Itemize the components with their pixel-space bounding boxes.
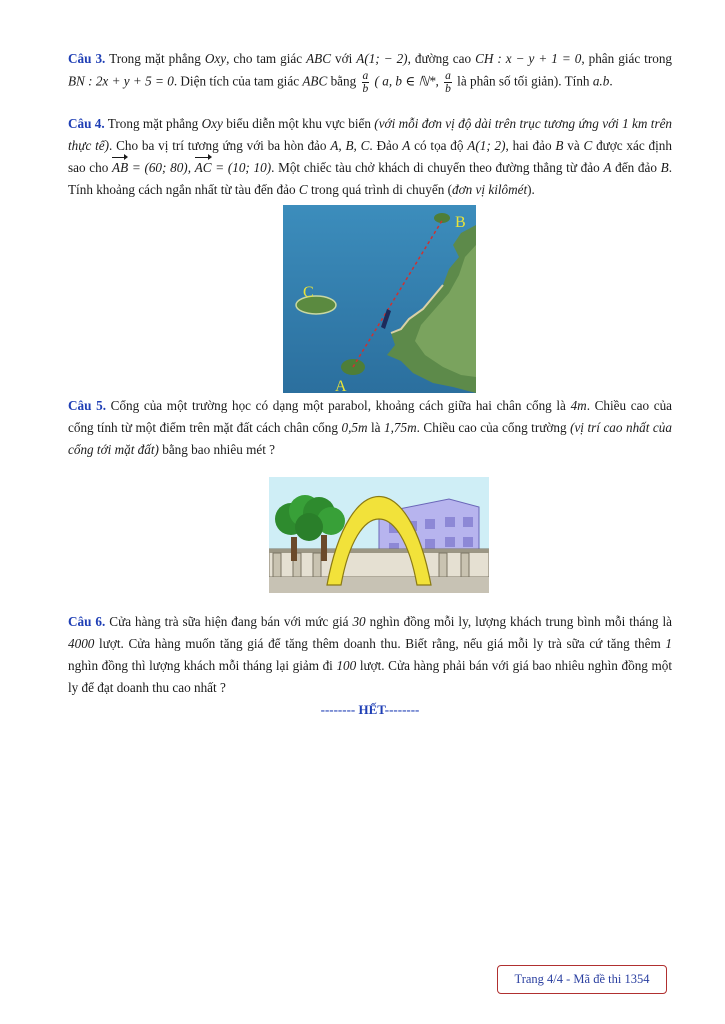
text: biểu diễn một khu vực biển xyxy=(222,116,375,131)
italic-unit: đơn vị kilômét xyxy=(452,182,528,197)
end-marker: -------- HẾT-------- xyxy=(320,702,420,717)
math: B xyxy=(660,160,669,175)
text: và xyxy=(563,138,584,153)
text: là xyxy=(367,420,385,435)
math: 30 xyxy=(352,614,366,629)
math: ABC xyxy=(306,51,332,66)
text: Cửa hàng trà sữa hiện đang bán với mức giá xyxy=(105,614,353,629)
text: nghìn đồng thì lượng khách mỗi tháng lại giảm đi xyxy=(68,658,337,673)
math: Oxy xyxy=(204,51,227,66)
text: ). xyxy=(527,182,535,197)
fraction-a-over-b xyxy=(444,70,452,95)
frac-num: a xyxy=(362,70,369,82)
math: BN : 2x + y + 5 = 0 xyxy=(68,73,174,89)
frac-den: b xyxy=(445,83,451,95)
question-4-label: Câu 4. xyxy=(68,116,105,131)
italic-note: (vị trí cao nhất của cổng tới mặt đất) xyxy=(68,420,672,457)
math: C xyxy=(298,182,308,197)
text: Cổng của một trường học có dạng một parabol, khoảng cách giữa hai chân cổng là xyxy=(106,398,571,413)
text: bằng bao nhiêu mét ? xyxy=(158,442,276,457)
text: . Chiều cao của cổng tính từ một điểm trên mặt đất cách chân cổng xyxy=(68,398,673,435)
map-label-c: C xyxy=(303,284,314,301)
frac-den: b xyxy=(362,83,369,95)
math: 0,5m xyxy=(341,420,368,435)
math: CH : x − y + 1 = 0 xyxy=(475,51,582,66)
question-5 xyxy=(68,395,672,461)
text: là phân số tối giản). Tính xyxy=(453,73,593,89)
fence-rail xyxy=(269,549,489,553)
math: A(1; 2) xyxy=(467,138,506,153)
math: = (10; 10) xyxy=(211,160,272,175)
math: ABC xyxy=(302,73,328,89)
text: Trong mặt phẳng xyxy=(105,51,205,66)
math: A xyxy=(603,160,612,175)
fraction-a-over-b xyxy=(362,70,370,95)
text: trong quá trình di chuyển ( xyxy=(307,182,452,197)
text: nghìn đồng mỗi ly, lượng khách trung bình mỗi tháng là xyxy=(365,614,672,629)
page-footer: Trang 4/4 - Mã đề thi 1354 xyxy=(497,965,667,994)
math: 4m xyxy=(570,398,587,413)
text: . xyxy=(609,73,613,89)
italic-note: (với mỗi đơn vị độ dài trên trục tương ứng với 1 km trên thực tế) xyxy=(68,116,673,153)
math: 1,75m xyxy=(384,420,417,435)
text: lượt. Cửa hàng muốn tăng giá để tăng thêm doanh thu. Biết rằng, nếu giá mỗi ly trà sữa cứ tăng thêm xyxy=(94,636,666,651)
map-label-a: A xyxy=(335,378,347,393)
text: , hai đảo xyxy=(505,138,556,153)
math: B xyxy=(555,138,564,153)
text: . Tính khoảng cách ngắn nhất từ tàu đến đảo xyxy=(68,160,673,197)
question-5-label: Câu 5. xyxy=(68,398,106,413)
math: A, B, C xyxy=(330,138,370,153)
text: được xác định sao cho xyxy=(68,138,672,175)
school-gate-figure xyxy=(269,477,489,593)
text: , cho tam giác xyxy=(226,51,307,66)
map-label-b: B xyxy=(455,214,466,231)
math: ( a, b ∈ ℕ*, xyxy=(371,73,443,89)
ground xyxy=(269,577,489,593)
question-6-label: Câu 6. xyxy=(68,614,106,629)
text: với xyxy=(331,51,357,66)
math: a.b xyxy=(592,73,610,89)
math: A xyxy=(402,138,411,153)
question-3-label: Câu 3. xyxy=(68,51,106,66)
text: , phân giác trong xyxy=(581,51,673,66)
frac-num: a xyxy=(445,70,451,82)
text: lượt. Cửa hàng phải bán với giá bao nhiêu nghìn đồng một ly để đạt doanh thu cao nhất ? xyxy=(68,658,672,695)
question-6 xyxy=(68,611,672,699)
vector-ac: AC xyxy=(195,157,212,179)
text: . Một chiếc tàu chở khách di chuyển theo đường thẳng từ đảo xyxy=(271,160,604,175)
text: , đường cao xyxy=(407,51,476,66)
math: A(1; − 2) xyxy=(356,51,408,66)
text: có tọa độ xyxy=(410,138,468,153)
text: . Diện tích của tam giác xyxy=(173,73,303,89)
text: bằng xyxy=(327,73,360,89)
question-4 xyxy=(68,113,672,201)
math: = (60; 80), xyxy=(128,160,195,175)
text: Trong mặt phẳng xyxy=(104,116,202,131)
math: Oxy xyxy=(201,116,223,131)
text: . Cho ba vị trí tương ứng với ba hòn đảo xyxy=(109,138,331,153)
math: 4000 xyxy=(68,636,95,651)
math: C xyxy=(583,138,593,153)
text: . Chiều cao của cổng trường xyxy=(416,420,571,435)
question-3 xyxy=(68,48,672,95)
math: 1 xyxy=(665,636,672,651)
sea-map-figure xyxy=(283,205,476,393)
text: . Đảo xyxy=(369,138,403,153)
text: đến đảo xyxy=(611,160,661,175)
vector-ab: AB xyxy=(112,157,128,179)
math: 100 xyxy=(336,658,357,673)
exam-page xyxy=(68,48,672,721)
fence xyxy=(269,549,489,577)
